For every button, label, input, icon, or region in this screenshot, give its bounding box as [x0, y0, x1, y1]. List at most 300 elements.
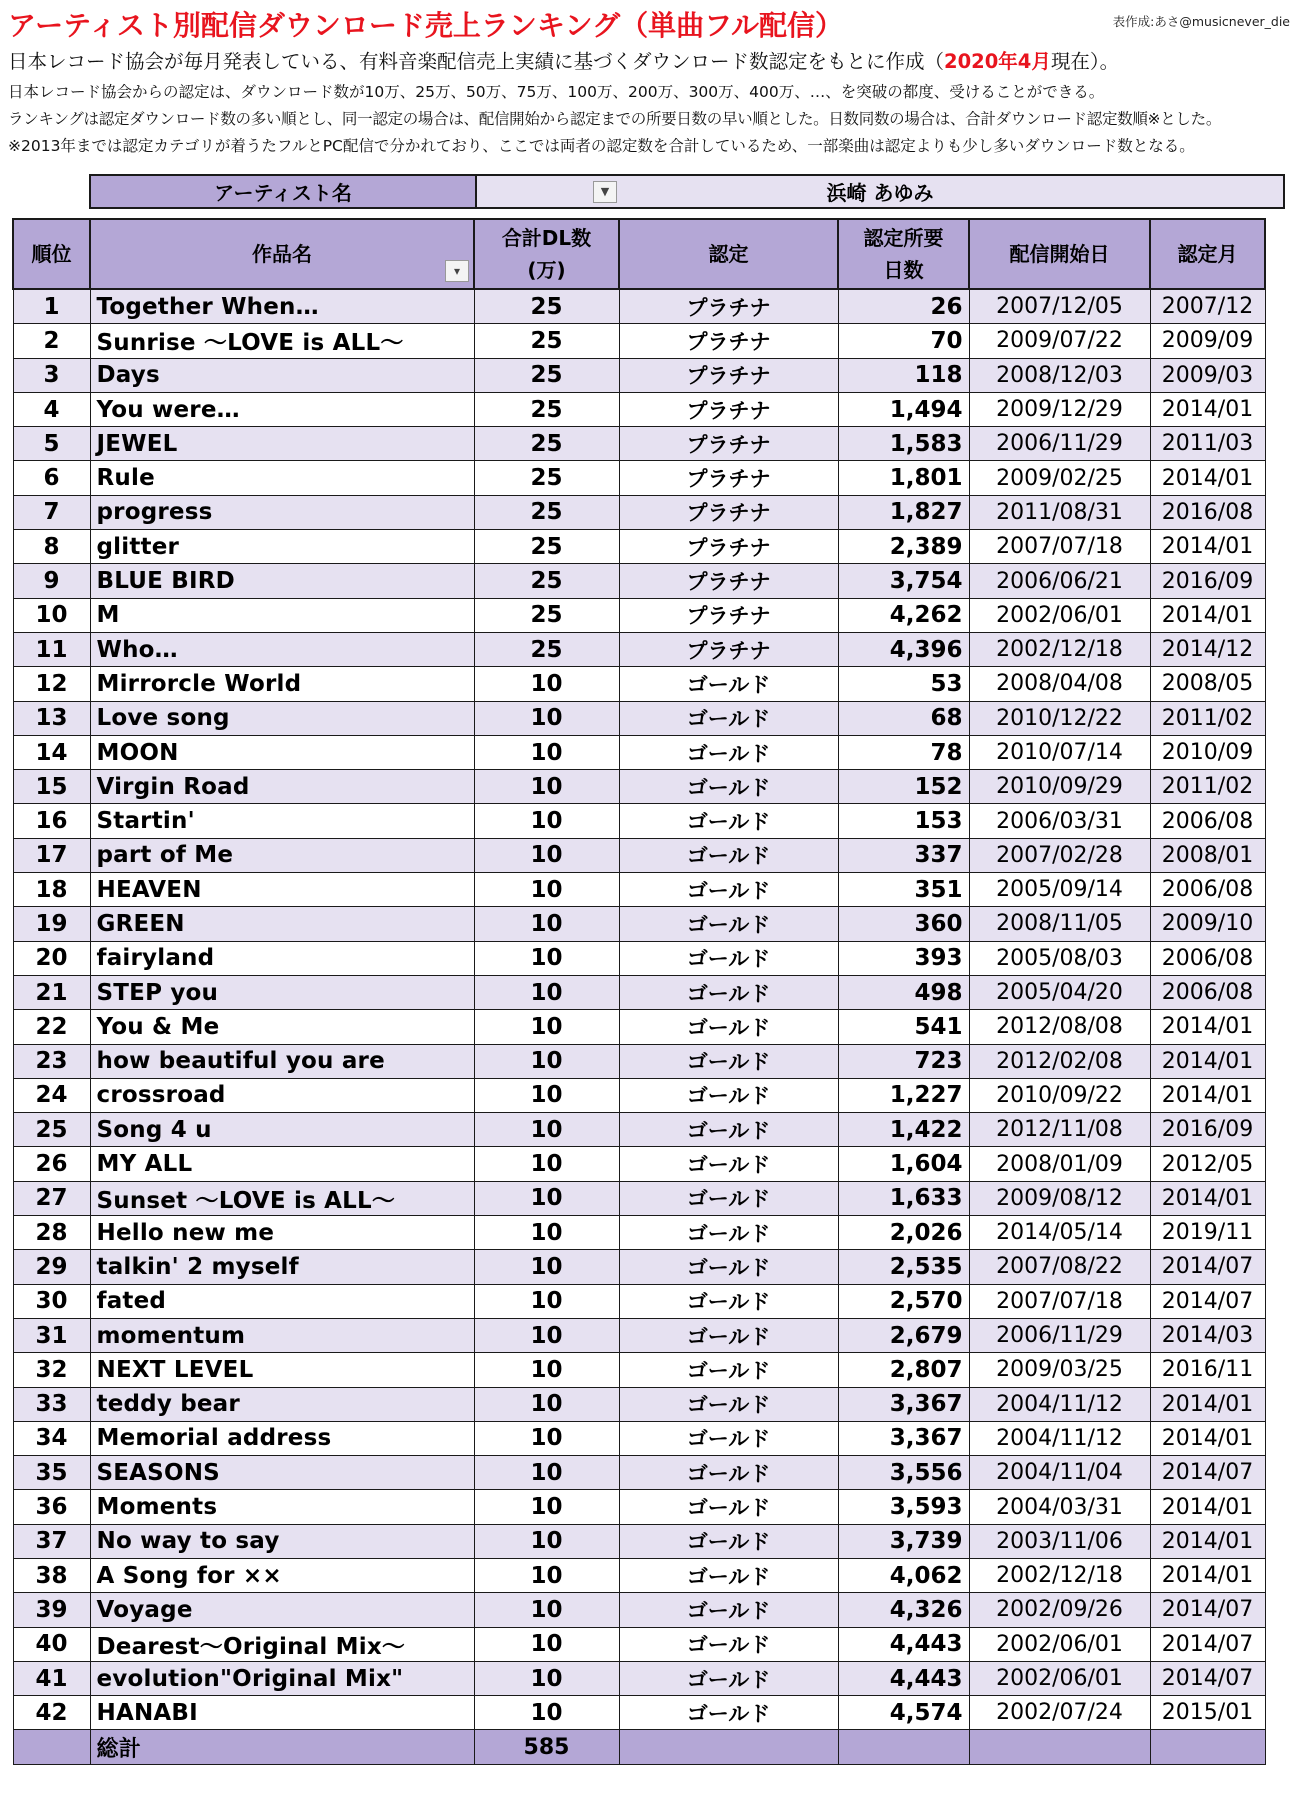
days-to-cert-cell[interactable]: 360 [838, 907, 969, 941]
table-row[interactable] [13, 1078, 1265, 1112]
cert-month-cell[interactable]: 2006/08 [1150, 804, 1265, 838]
cert-month-cell[interactable]: 2010/09 [1150, 735, 1265, 769]
rank-cell[interactable]: 42 [13, 1696, 90, 1730]
days-to-cert-cell[interactable]: 541 [838, 1010, 969, 1044]
release-date-cell[interactable]: 2002/06/01 [969, 1661, 1150, 1695]
title-cell[interactable]: You were… [90, 392, 474, 426]
days-to-cert-cell[interactable]: 1,801 [838, 461, 969, 495]
cert-month-cell[interactable]: 2016/09 [1150, 1113, 1265, 1147]
release-date-cell[interactable]: 2011/08/31 [969, 495, 1150, 529]
days-to-cert-cell[interactable]: 393 [838, 941, 969, 975]
release-date-cell[interactable]: 2014/05/14 [969, 1216, 1150, 1250]
certification-cell[interactable]: ゴールド [619, 1010, 838, 1044]
release-date-cell[interactable]: 2005/04/20 [969, 975, 1150, 1009]
dl-count-cell[interactable]: 10 [474, 1627, 619, 1661]
cert-month-cell[interactable]: 2008/01 [1150, 838, 1265, 872]
title-cell[interactable]: evolution"Original Mix" [90, 1661, 474, 1695]
table-row[interactable] [13, 461, 1265, 495]
title-cell[interactable]: Together When… [90, 289, 474, 324]
title-cell[interactable]: M [90, 598, 474, 632]
certification-cell[interactable]: ゴールド [619, 1456, 838, 1490]
release-date-cell[interactable]: 2007/07/18 [969, 530, 1150, 564]
cert-month-cell[interactable]: 2014/12 [1150, 632, 1265, 666]
table-row[interactable] [13, 735, 1265, 769]
rank-cell[interactable]: 41 [13, 1661, 90, 1695]
table-row[interactable] [13, 1593, 1265, 1627]
days-to-cert-cell[interactable]: 498 [838, 975, 969, 1009]
title-cell[interactable]: MY ALL [90, 1147, 474, 1181]
rank-cell[interactable]: 18 [13, 873, 90, 907]
title-cell[interactable]: teddy bear [90, 1387, 474, 1421]
days-to-cert-cell[interactable]: 337 [838, 838, 969, 872]
cert-month-cell[interactable]: 2014/01 [1150, 530, 1265, 564]
title-cell[interactable]: GREEN [90, 907, 474, 941]
table-row[interactable] [13, 392, 1265, 426]
dl-count-cell[interactable]: 10 [474, 1147, 619, 1181]
release-date-cell[interactable]: 2002/06/01 [969, 1627, 1150, 1661]
rank-cell[interactable]: 21 [13, 975, 90, 1009]
certification-cell[interactable]: ゴールド [619, 838, 838, 872]
col-header-start[interactable]: 配信開始日 [969, 219, 1150, 289]
rank-cell[interactable]: 11 [13, 632, 90, 666]
release-date-cell[interactable]: 2002/09/26 [969, 1593, 1150, 1627]
certification-cell[interactable]: ゴールド [619, 1696, 838, 1730]
certification-cell[interactable]: プラチナ [619, 358, 838, 392]
rank-cell[interactable]: 20 [13, 941, 90, 975]
title-cell[interactable]: Startin' [90, 804, 474, 838]
days-to-cert-cell[interactable]: 2,389 [838, 530, 969, 564]
days-to-cert-cell[interactable]: 4,326 [838, 1593, 969, 1627]
days-to-cert-cell[interactable]: 4,062 [838, 1558, 969, 1592]
days-to-cert-cell[interactable]: 2,679 [838, 1318, 969, 1352]
rank-cell[interactable]: 36 [13, 1490, 90, 1524]
release-date-cell[interactable]: 2006/11/29 [969, 1318, 1150, 1352]
dl-count-cell[interactable]: 10 [474, 1113, 619, 1147]
cert-month-cell[interactable]: 2009/10 [1150, 907, 1265, 941]
table-row[interactable] [13, 701, 1265, 735]
cert-month-cell[interactable]: 2014/01 [1150, 461, 1265, 495]
cert-month-cell[interactable]: 2011/02 [1150, 770, 1265, 804]
release-date-cell[interactable]: 2004/11/12 [969, 1387, 1150, 1421]
certification-cell[interactable]: ゴールド [619, 770, 838, 804]
dl-count-cell[interactable]: 25 [474, 289, 619, 324]
rank-cell[interactable]: 9 [13, 564, 90, 598]
cert-month-cell[interactable]: 2014/01 [1150, 1078, 1265, 1112]
table-row[interactable] [13, 1421, 1265, 1455]
certification-cell[interactable]: ゴールド [619, 1284, 838, 1318]
rank-cell[interactable]: 23 [13, 1044, 90, 1078]
title-cell[interactable]: A Song for ×× [90, 1558, 474, 1592]
days-to-cert-cell[interactable]: 4,443 [838, 1627, 969, 1661]
dl-count-cell[interactable]: 10 [474, 907, 619, 941]
days-to-cert-cell[interactable]: 3,367 [838, 1387, 969, 1421]
certification-cell[interactable]: ゴールド [619, 1627, 838, 1661]
dl-count-cell[interactable]: 10 [474, 667, 619, 701]
title-cell[interactable]: Love song [90, 701, 474, 735]
certification-cell[interactable]: ゴールド [619, 1147, 838, 1181]
title-cell[interactable]: SEASONS [90, 1456, 474, 1490]
dl-count-cell[interactable]: 10 [474, 1524, 619, 1558]
dl-count-cell[interactable]: 10 [474, 735, 619, 769]
table-row[interactable] [13, 838, 1265, 872]
title-cell[interactable]: fated [90, 1284, 474, 1318]
dl-count-cell[interactable]: 10 [474, 1181, 619, 1215]
rank-cell[interactable]: 3 [13, 358, 90, 392]
certification-cell[interactable]: プラチナ [619, 289, 838, 324]
dl-count-cell[interactable]: 10 [474, 1284, 619, 1318]
dl-count-cell[interactable]: 10 [474, 1250, 619, 1284]
cert-month-cell[interactable]: 2009/09 [1150, 324, 1265, 358]
certification-cell[interactable]: プラチナ [619, 632, 838, 666]
table-row[interactable] [13, 1147, 1265, 1181]
dl-count-cell[interactable]: 25 [474, 632, 619, 666]
cert-month-cell[interactable]: 2014/07 [1150, 1593, 1265, 1627]
cert-month-cell[interactable]: 2016/09 [1150, 564, 1265, 598]
filter-dropdown-icon[interactable]: ▼ [593, 181, 617, 203]
title-cell[interactable]: Voyage [90, 1593, 474, 1627]
release-date-cell[interactable]: 2012/02/08 [969, 1044, 1150, 1078]
table-row[interactable] [13, 1353, 1265, 1387]
certification-cell[interactable]: ゴールド [619, 701, 838, 735]
rank-cell[interactable]: 29 [13, 1250, 90, 1284]
days-to-cert-cell[interactable]: 2,535 [838, 1250, 969, 1284]
days-to-cert-cell[interactable]: 1,583 [838, 427, 969, 461]
days-to-cert-cell[interactable]: 53 [838, 667, 969, 701]
certification-cell[interactable]: ゴールド [619, 667, 838, 701]
table-row[interactable] [13, 1181, 1265, 1215]
days-to-cert-cell[interactable]: 152 [838, 770, 969, 804]
days-to-cert-cell[interactable]: 78 [838, 735, 969, 769]
rank-cell[interactable]: 19 [13, 907, 90, 941]
certification-cell[interactable]: ゴールド [619, 1558, 838, 1592]
dl-count-cell[interactable]: 25 [474, 392, 619, 426]
table-row[interactable] [13, 324, 1265, 358]
cert-month-cell[interactable]: 2014/01 [1150, 1387, 1265, 1421]
cert-month-cell[interactable]: 2006/08 [1150, 873, 1265, 907]
release-date-cell[interactable]: 2009/03/25 [969, 1353, 1150, 1387]
release-date-cell[interactable]: 2008/12/03 [969, 358, 1150, 392]
certification-cell[interactable]: ゴールド [619, 1524, 838, 1558]
rank-cell[interactable]: 12 [13, 667, 90, 701]
days-to-cert-cell[interactable]: 3,754 [838, 564, 969, 598]
release-date-cell[interactable]: 2007/12/05 [969, 289, 1150, 324]
certification-cell[interactable]: プラチナ [619, 324, 838, 358]
release-date-cell[interactable]: 2009/12/29 [969, 392, 1150, 426]
rank-cell[interactable]: 14 [13, 735, 90, 769]
title-cell[interactable]: Who… [90, 632, 474, 666]
title-cell[interactable]: Hello new me [90, 1216, 474, 1250]
title-cell[interactable]: BLUE BIRD [90, 564, 474, 598]
certification-cell[interactable]: ゴールド [619, 1318, 838, 1352]
artist-filter-cell[interactable] [476, 175, 1284, 208]
certification-cell[interactable]: ゴールド [619, 1113, 838, 1147]
release-date-cell[interactable]: 2002/12/18 [969, 632, 1150, 666]
dl-count-cell[interactable]: 10 [474, 701, 619, 735]
certification-cell[interactable]: プラチナ [619, 564, 838, 598]
certification-cell[interactable]: ゴールド [619, 907, 838, 941]
certification-cell[interactable]: ゴールド [619, 1181, 838, 1215]
dl-count-cell[interactable]: 10 [474, 1387, 619, 1421]
days-to-cert-cell[interactable]: 4,262 [838, 598, 969, 632]
release-date-cell[interactable]: 2009/07/22 [969, 324, 1150, 358]
days-to-cert-cell[interactable]: 153 [838, 804, 969, 838]
sort-dropdown-icon[interactable]: ▾ [445, 260, 469, 282]
dl-count-cell[interactable]: 10 [474, 838, 619, 872]
rank-cell[interactable]: 37 [13, 1524, 90, 1558]
rank-cell[interactable]: 13 [13, 701, 90, 735]
release-date-cell[interactable]: 2002/07/24 [969, 1696, 1150, 1730]
col-header-month[interactable]: 認定月 [1150, 219, 1265, 289]
days-to-cert-cell[interactable]: 1,633 [838, 1181, 969, 1215]
certification-cell[interactable]: ゴールド [619, 1593, 838, 1627]
title-cell[interactable]: part of Me [90, 838, 474, 872]
rank-cell[interactable]: 39 [13, 1593, 90, 1627]
release-date-cell[interactable]: 2007/08/22 [969, 1250, 1150, 1284]
table-row[interactable] [13, 941, 1265, 975]
dl-count-cell[interactable]: 10 [474, 1078, 619, 1112]
release-date-cell[interactable]: 2003/11/06 [969, 1524, 1150, 1558]
table-row[interactable] [13, 873, 1265, 907]
certification-cell[interactable]: ゴールド [619, 1216, 838, 1250]
title-cell[interactable]: NEXT LEVEL [90, 1353, 474, 1387]
title-cell[interactable]: Song 4 u [90, 1113, 474, 1147]
cert-month-cell[interactable]: 2014/01 [1150, 1524, 1265, 1558]
release-date-cell[interactable]: 2009/02/25 [969, 461, 1150, 495]
certification-cell[interactable]: ゴールド [619, 804, 838, 838]
release-date-cell[interactable]: 2009/08/12 [969, 1181, 1150, 1215]
dl-count-cell[interactable]: 25 [474, 461, 619, 495]
release-date-cell[interactable]: 2004/03/31 [969, 1490, 1150, 1524]
dl-count-cell[interactable]: 10 [474, 1490, 619, 1524]
table-row[interactable] [13, 1456, 1265, 1490]
release-date-cell[interactable]: 2004/11/12 [969, 1421, 1150, 1455]
certification-cell[interactable]: プラチナ [619, 530, 838, 564]
table-row[interactable] [13, 1696, 1265, 1730]
release-date-cell[interactable]: 2008/04/08 [969, 667, 1150, 701]
certification-cell[interactable]: ゴールド [619, 735, 838, 769]
title-cell[interactable]: No way to say [90, 1524, 474, 1558]
table-row[interactable] [13, 1490, 1265, 1524]
table-row[interactable] [13, 1627, 1265, 1661]
release-date-cell[interactable]: 2002/12/18 [969, 1558, 1150, 1592]
dl-count-cell[interactable]: 10 [474, 1661, 619, 1695]
dl-count-cell[interactable]: 10 [474, 1593, 619, 1627]
days-to-cert-cell[interactable]: 3,593 [838, 1490, 969, 1524]
days-to-cert-cell[interactable]: 3,367 [838, 1421, 969, 1455]
rank-cell[interactable]: 38 [13, 1558, 90, 1592]
cert-month-cell[interactable]: 2006/08 [1150, 941, 1265, 975]
title-cell[interactable]: Virgin Road [90, 770, 474, 804]
release-date-cell[interactable]: 2012/11/08 [969, 1113, 1150, 1147]
cert-month-cell[interactable]: 2014/07 [1150, 1456, 1265, 1490]
certification-cell[interactable]: ゴールド [619, 1387, 838, 1421]
title-cell[interactable]: HANABI [90, 1696, 474, 1730]
dl-count-cell[interactable]: 10 [474, 873, 619, 907]
title-cell[interactable]: Mirrorcle World [90, 667, 474, 701]
release-date-cell[interactable]: 2002/06/01 [969, 598, 1150, 632]
rank-cell[interactable]: 34 [13, 1421, 90, 1455]
rank-cell[interactable]: 32 [13, 1353, 90, 1387]
rank-cell[interactable]: 8 [13, 530, 90, 564]
certification-cell[interactable]: ゴールド [619, 1078, 838, 1112]
dl-count-cell[interactable]: 10 [474, 1318, 619, 1352]
cert-month-cell[interactable]: 2011/03 [1150, 427, 1265, 461]
dl-count-cell[interactable]: 10 [474, 1456, 619, 1490]
table-row[interactable] [13, 667, 1265, 701]
days-to-cert-cell[interactable]: 2,807 [838, 1353, 969, 1387]
title-cell[interactable]: crossroad [90, 1078, 474, 1112]
cert-month-cell[interactable]: 2014/07 [1150, 1627, 1265, 1661]
days-to-cert-cell[interactable]: 4,396 [838, 632, 969, 666]
col-header-dl[interactable] [474, 219, 619, 289]
certification-cell[interactable]: ゴールド [619, 1490, 838, 1524]
table-row[interactable] [13, 530, 1265, 564]
title-cell[interactable]: fairyland [90, 941, 474, 975]
days-to-cert-cell[interactable]: 1,422 [838, 1113, 969, 1147]
title-cell[interactable]: Moments [90, 1490, 474, 1524]
title-cell[interactable]: You & Me [90, 1010, 474, 1044]
release-date-cell[interactable]: 2010/07/14 [969, 735, 1150, 769]
rank-cell[interactable]: 2 [13, 324, 90, 358]
table-row[interactable] [13, 804, 1265, 838]
days-to-cert-cell[interactable]: 3,556 [838, 1456, 969, 1490]
title-cell[interactable]: glitter [90, 530, 474, 564]
dl-count-cell[interactable]: 25 [474, 358, 619, 392]
title-cell[interactable]: Days [90, 358, 474, 392]
release-date-cell[interactable]: 2006/06/21 [969, 564, 1150, 598]
rank-cell[interactable]: 16 [13, 804, 90, 838]
cert-month-cell[interactable]: 2019/11 [1150, 1216, 1265, 1250]
title-cell[interactable]: Dearest～Original Mix～ [90, 1627, 474, 1661]
days-to-cert-cell[interactable]: 2,026 [838, 1216, 969, 1250]
days-to-cert-cell[interactable]: 1,227 [838, 1078, 969, 1112]
dl-count-cell[interactable]: 10 [474, 975, 619, 1009]
days-to-cert-cell[interactable]: 4,443 [838, 1661, 969, 1695]
title-cell[interactable]: momentum [90, 1318, 474, 1352]
table-row[interactable] [13, 1044, 1265, 1078]
dl-count-cell[interactable]: 25 [474, 495, 619, 529]
rank-cell[interactable]: 26 [13, 1147, 90, 1181]
cert-month-cell[interactable]: 2014/01 [1150, 1044, 1265, 1078]
table-row[interactable] [13, 598, 1265, 632]
certification-cell[interactable]: ゴールド [619, 1044, 838, 1078]
days-to-cert-cell[interactable]: 26 [838, 289, 969, 324]
table-row[interactable] [13, 1113, 1265, 1147]
cert-month-cell[interactable]: 2016/11 [1150, 1353, 1265, 1387]
title-cell[interactable]: STEP you [90, 975, 474, 1009]
certification-cell[interactable]: プラチナ [619, 495, 838, 529]
table-row[interactable] [13, 1558, 1265, 1592]
table-row[interactable] [13, 632, 1265, 666]
dl-count-cell[interactable]: 25 [474, 530, 619, 564]
table-row[interactable] [13, 1524, 1265, 1558]
days-to-cert-cell[interactable]: 118 [838, 358, 969, 392]
table-row[interactable] [13, 564, 1265, 598]
dl-count-cell[interactable]: 10 [474, 1696, 619, 1730]
table-row[interactable] [13, 1250, 1265, 1284]
release-date-cell[interactable]: 2007/02/28 [969, 838, 1150, 872]
title-cell[interactable]: JEWEL [90, 427, 474, 461]
title-cell[interactable]: Sunrise ～LOVE is ALL～ [90, 324, 474, 358]
cert-month-cell[interactable]: 2014/01 [1150, 1181, 1265, 1215]
table-row[interactable] [13, 1661, 1265, 1695]
rank-cell[interactable]: 25 [13, 1113, 90, 1147]
release-date-cell[interactable]: 2006/11/29 [969, 427, 1150, 461]
cert-month-cell[interactable]: 2014/07 [1150, 1661, 1265, 1695]
rank-cell[interactable]: 6 [13, 461, 90, 495]
certification-cell[interactable]: ゴールド [619, 1421, 838, 1455]
release-date-cell[interactable]: 2005/09/14 [969, 873, 1150, 907]
days-to-cert-cell[interactable]: 351 [838, 873, 969, 907]
certification-cell[interactable]: ゴールド [619, 873, 838, 907]
cert-month-cell[interactable]: 2014/01 [1150, 1558, 1265, 1592]
dl-count-cell[interactable]: 10 [474, 1558, 619, 1592]
title-cell[interactable]: how beautiful you are [90, 1044, 474, 1078]
cert-month-cell[interactable]: 2007/12 [1150, 289, 1265, 324]
title-cell[interactable]: HEAVEN [90, 873, 474, 907]
certification-cell[interactable]: プラチナ [619, 427, 838, 461]
cert-month-cell[interactable]: 2014/03 [1150, 1318, 1265, 1352]
table-row[interactable] [13, 427, 1265, 461]
days-to-cert-cell[interactable]: 723 [838, 1044, 969, 1078]
cert-month-cell[interactable]: 2014/01 [1150, 598, 1265, 632]
cert-month-cell[interactable]: 2008/05 [1150, 667, 1265, 701]
release-date-cell[interactable]: 2008/01/09 [969, 1147, 1150, 1181]
col-header-rank[interactable]: 順位 [13, 219, 90, 289]
col-header-title[interactable] [90, 219, 474, 289]
cert-month-cell[interactable]: 2014/07 [1150, 1284, 1265, 1318]
table-row[interactable] [13, 289, 1265, 324]
rank-cell[interactable]: 35 [13, 1456, 90, 1490]
rank-cell[interactable]: 7 [13, 495, 90, 529]
days-to-cert-cell[interactable]: 2,570 [838, 1284, 969, 1318]
certification-cell[interactable]: ゴールド [619, 1661, 838, 1695]
release-date-cell[interactable]: 2010/12/22 [969, 701, 1150, 735]
table-row[interactable] [13, 1387, 1265, 1421]
days-to-cert-cell[interactable]: 3,739 [838, 1524, 969, 1558]
table-row[interactable] [13, 1010, 1265, 1044]
table-row[interactable] [13, 907, 1265, 941]
cert-month-cell[interactable]: 2014/01 [1150, 1421, 1265, 1455]
table-row[interactable] [13, 1284, 1265, 1318]
cert-month-cell[interactable]: 2009/03 [1150, 358, 1265, 392]
release-date-cell[interactable]: 2012/08/08 [969, 1010, 1150, 1044]
certification-cell[interactable]: ゴールド [619, 1353, 838, 1387]
rank-cell[interactable]: 24 [13, 1078, 90, 1112]
cert-month-cell[interactable]: 2014/07 [1150, 1250, 1265, 1284]
title-cell[interactable]: talkin' 2 myself [90, 1250, 474, 1284]
release-date-cell[interactable]: 2007/07/18 [969, 1284, 1150, 1318]
certification-cell[interactable]: ゴールド [619, 1250, 838, 1284]
rank-cell[interactable]: 27 [13, 1181, 90, 1215]
table-row[interactable] [13, 975, 1265, 1009]
table-row[interactable] [13, 1318, 1265, 1352]
title-cell[interactable]: MOON [90, 735, 474, 769]
cert-month-cell[interactable]: 2012/05 [1150, 1147, 1265, 1181]
certification-cell[interactable]: プラチナ [619, 598, 838, 632]
title-cell[interactable]: Sunset ～LOVE is ALL～ [90, 1181, 474, 1215]
col-header-cert[interactable]: 認定 [619, 219, 838, 289]
rank-cell[interactable]: 31 [13, 1318, 90, 1352]
title-cell[interactable]: progress [90, 495, 474, 529]
cert-month-cell[interactable]: 2014/01 [1150, 1490, 1265, 1524]
table-row[interactable] [13, 358, 1265, 392]
rank-cell[interactable]: 40 [13, 1627, 90, 1661]
cert-month-cell[interactable]: 2014/01 [1150, 1010, 1265, 1044]
rank-cell[interactable]: 30 [13, 1284, 90, 1318]
rank-cell[interactable]: 22 [13, 1010, 90, 1044]
dl-count-cell[interactable]: 10 [474, 1010, 619, 1044]
